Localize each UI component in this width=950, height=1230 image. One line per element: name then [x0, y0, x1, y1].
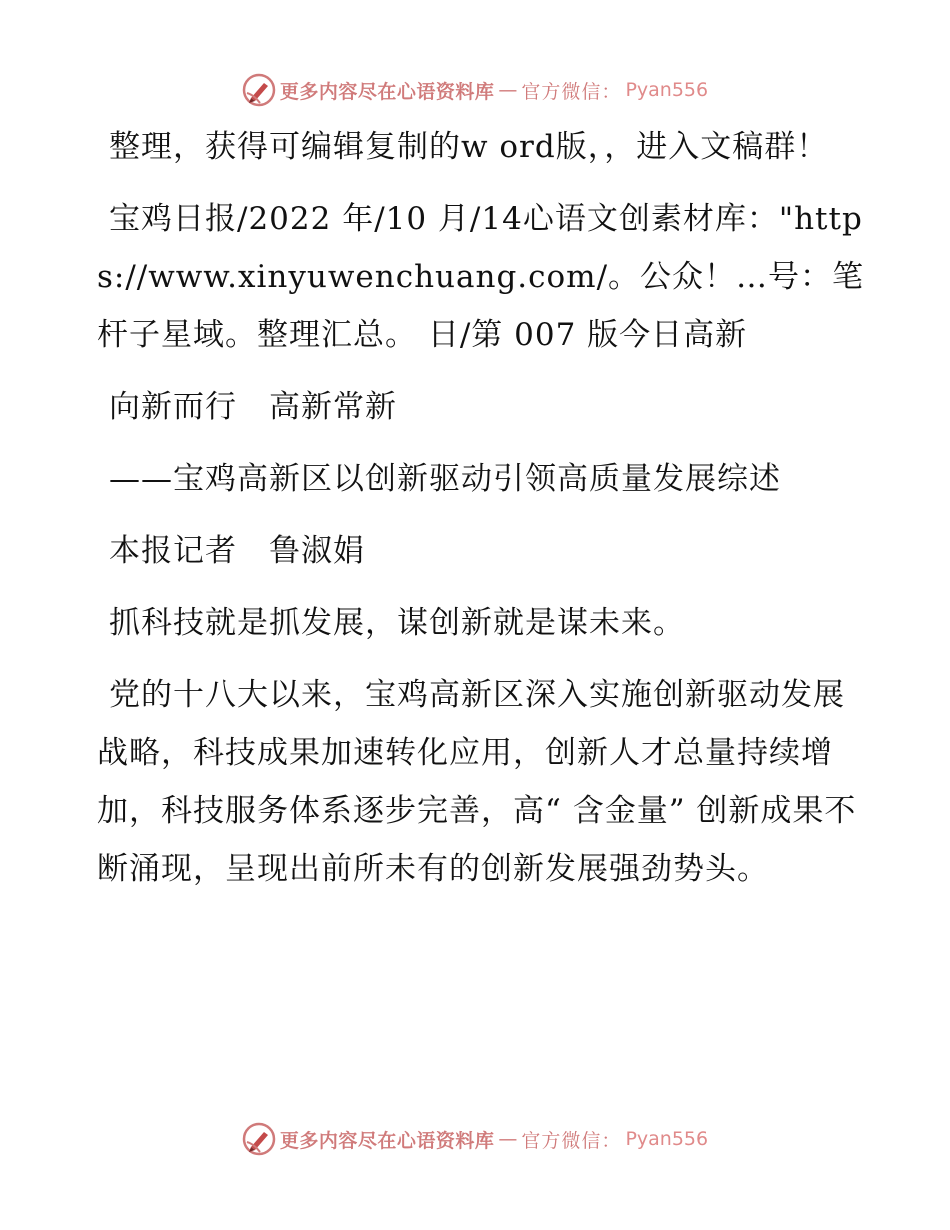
article-byline: 本报记者 鲁淑娟: [109, 533, 365, 569]
watermark-wechat-label: 官方微信：: [521, 1129, 622, 1152]
watermark-wechat-id: Pyan556: [625, 1128, 709, 1150]
paragraph-intro: 整理，获得可编辑复制的w ord版，，进入文稿群！: [109, 129, 829, 165]
paragraph-lead: 抓科技就是抓发展，谋创新就是谋未来。: [109, 605, 685, 641]
watermark-dash: —: [498, 1128, 518, 1150]
pen-logo-icon: [242, 73, 276, 107]
watermark-wechat-label: 官方微信：: [521, 80, 622, 103]
watermark-main-text: 更多内容尽在心语资料库: [279, 80, 495, 103]
pen-logo-icon: [242, 1122, 276, 1156]
watermark-dash: —: [498, 79, 518, 101]
article-title: 向新而行 高新常新: [109, 389, 397, 425]
watermark-main-text: 更多内容尽在心语资料库: [279, 1129, 495, 1152]
document-body: [97, 118, 867, 912]
paragraph-body: 党的十八大以来，宝鸡高新区深入实施创新驱动发展战略，科技成果加速转化应用，创新人才总量持续增加，科技服务体系逐步完善，高“ 含金量” 创新成果不断涌现，呈现出前所未有的创新发展强劲势头。: [97, 677, 857, 887]
header-watermark: [0, 70, 950, 110]
paragraph-source: 宝鸡日报/2022 年/10 月/14心语文创素材库："https://www.xinyuwenchuang.com/。公众！…号：笔杆子星域。整理汇总。 日/第 007 版今日高新: [97, 201, 865, 353]
watermark-wechat-id: Pyan556: [625, 79, 709, 101]
article-subtitle: ——宝鸡高新区以创新驱动引领高质量发展综述: [109, 461, 781, 497]
footer-watermark: [0, 1119, 950, 1159]
